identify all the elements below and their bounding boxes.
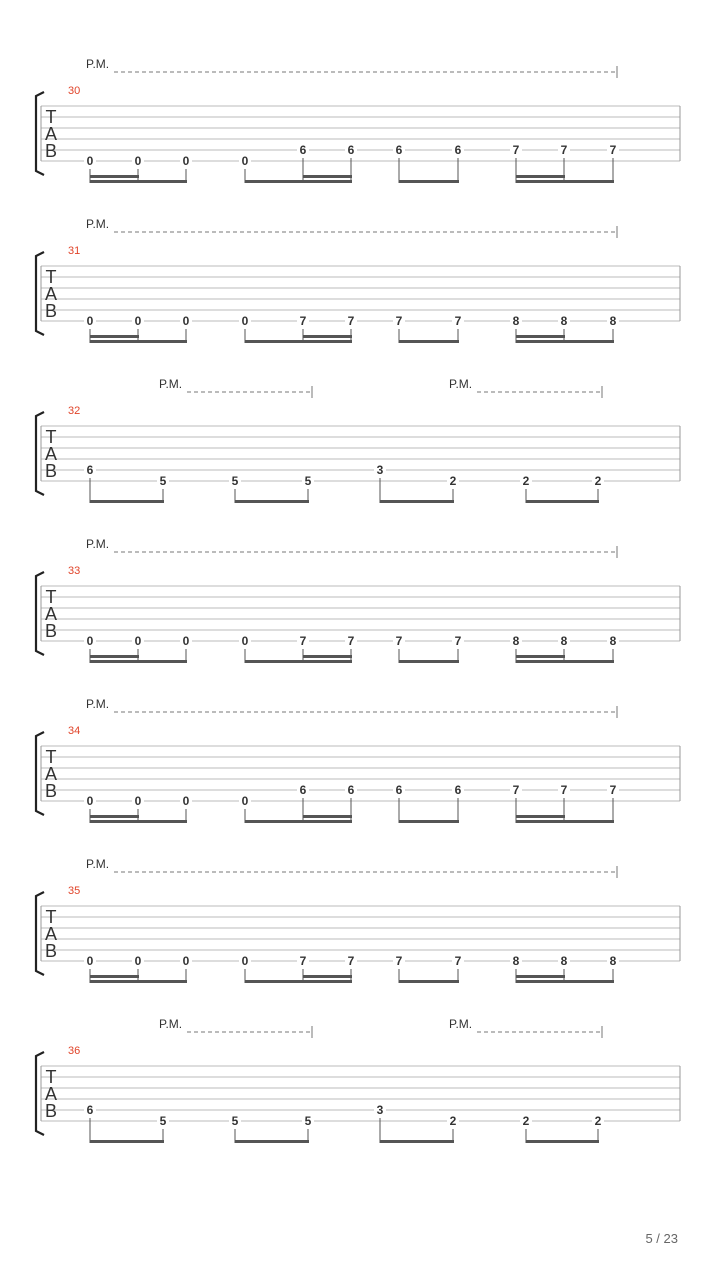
fret-number: 6 xyxy=(86,1103,94,1117)
measure-number: 35 xyxy=(68,885,81,897)
fret-number: 6 xyxy=(395,783,403,797)
fret-number: 7 xyxy=(299,314,307,328)
beam-secondary xyxy=(90,815,139,818)
system-bracket xyxy=(36,252,44,335)
fret-number: 5 xyxy=(159,1114,167,1128)
beam-primary xyxy=(526,1140,599,1143)
tab-system-35 xyxy=(36,857,680,983)
beam-primary xyxy=(90,1140,164,1143)
fret-number: 5 xyxy=(159,474,167,488)
system-bracket xyxy=(36,92,44,175)
fret-number: 5 xyxy=(231,474,239,488)
fret-number: 7 xyxy=(512,783,520,797)
tab-clef-letter: T xyxy=(45,747,57,767)
palm-mute-label: P.M. xyxy=(159,377,183,391)
measure-number: 31 xyxy=(68,245,81,257)
fret-number: 2 xyxy=(594,1114,602,1128)
beam-secondary xyxy=(303,815,352,818)
palm-mute-label: P.M. xyxy=(86,537,110,551)
beam-secondary xyxy=(303,975,352,978)
beam-secondary xyxy=(516,335,565,338)
fret-number: 8 xyxy=(512,634,520,648)
fret-number: 0 xyxy=(182,154,190,168)
beam-primary xyxy=(399,340,459,343)
beam-primary xyxy=(235,1140,309,1143)
palm-mute-label: P.M. xyxy=(86,857,110,871)
fret-number: 8 xyxy=(560,954,568,968)
fret-number: 0 xyxy=(86,314,94,328)
fret-number: 3 xyxy=(376,1103,384,1117)
palm-mute-label: P.M. xyxy=(86,57,110,71)
palm-mute-label: P.M. xyxy=(159,1017,183,1031)
fret-number: 7 xyxy=(512,143,520,157)
beam-primary xyxy=(245,980,352,983)
fret-number: 6 xyxy=(347,783,355,797)
system-bracket xyxy=(36,892,44,975)
fret-number: 3 xyxy=(376,463,384,477)
fret-number: 7 xyxy=(395,954,403,968)
fret-number: 8 xyxy=(609,314,617,328)
palm-mute xyxy=(86,697,617,718)
fret-number: 0 xyxy=(182,794,190,808)
fret-number: 8 xyxy=(512,314,520,328)
tab-clef-letter: T xyxy=(45,1067,57,1087)
palm-mute xyxy=(86,57,617,78)
beam-primary xyxy=(380,500,454,503)
tab-clef-letter: A xyxy=(44,444,58,464)
tab-system-34 xyxy=(36,697,680,823)
palm-mute-label: P.M. xyxy=(449,1017,473,1031)
tab-clef-letter: B xyxy=(44,1101,58,1121)
fret-number: 0 xyxy=(241,634,249,648)
tab-clef-letter: B xyxy=(44,461,58,481)
fret-number: 0 xyxy=(182,634,190,648)
fret-number: 0 xyxy=(86,154,94,168)
beam-secondary xyxy=(90,975,139,978)
fret-number: 6 xyxy=(454,783,462,797)
fret-number: 8 xyxy=(609,954,617,968)
tab-clef-letter: A xyxy=(44,924,58,944)
beam-primary xyxy=(399,660,459,663)
fret-number: 8 xyxy=(560,634,568,648)
fret-number: 5 xyxy=(304,474,312,488)
tab-clef-letter: A xyxy=(44,124,58,144)
fret-number: 5 xyxy=(231,1114,239,1128)
tab-clef-letter: B xyxy=(44,781,58,801)
beam-primary xyxy=(516,980,614,983)
tab-clef-letter: B xyxy=(44,621,58,641)
beam-secondary xyxy=(90,335,139,338)
beam-secondary xyxy=(516,175,565,178)
measure-number: 33 xyxy=(68,565,81,577)
fret-number: 7 xyxy=(609,143,617,157)
beam-secondary xyxy=(303,175,352,178)
beam-secondary xyxy=(303,335,352,338)
fret-number: 8 xyxy=(609,634,617,648)
system-bracket xyxy=(36,1052,44,1135)
fret-number: 2 xyxy=(594,474,602,488)
tab-system-33 xyxy=(36,537,680,663)
measure-number: 32 xyxy=(68,405,81,417)
fret-number: 0 xyxy=(134,154,142,168)
beam-primary xyxy=(399,820,459,823)
beam-primary xyxy=(245,340,352,343)
fret-number: 2 xyxy=(449,1114,457,1128)
beam-primary xyxy=(516,660,614,663)
fret-number: 8 xyxy=(560,314,568,328)
fret-number: 0 xyxy=(241,794,249,808)
beam-secondary xyxy=(516,815,565,818)
fret-number: 0 xyxy=(86,634,94,648)
fret-number: 7 xyxy=(609,783,617,797)
fret-number: 5 xyxy=(304,1114,312,1128)
measure-number: 36 xyxy=(68,1045,81,1057)
system-bracket xyxy=(36,572,44,655)
system-bracket xyxy=(36,412,44,495)
beam-primary xyxy=(516,180,614,183)
fret-number: 7 xyxy=(560,143,568,157)
fret-number: 8 xyxy=(512,954,520,968)
beam-secondary xyxy=(90,655,139,658)
fret-number: 7 xyxy=(299,634,307,648)
fret-number: 0 xyxy=(182,314,190,328)
fret-number: 0 xyxy=(241,314,249,328)
fret-number: 7 xyxy=(395,314,403,328)
tab-clef-letter: T xyxy=(45,107,57,127)
fret-number: 2 xyxy=(522,474,530,488)
beam-primary xyxy=(90,180,187,183)
fret-number: 0 xyxy=(134,634,142,648)
tab-clef-letter: T xyxy=(45,907,57,927)
beam-primary xyxy=(245,820,352,823)
fret-number: 6 xyxy=(454,143,462,157)
tab-system-30 xyxy=(36,57,680,183)
fret-number: 2 xyxy=(449,474,457,488)
fret-number: 6 xyxy=(395,143,403,157)
beam-primary xyxy=(526,500,599,503)
tab-clef-letter: B xyxy=(44,301,58,321)
fret-number: 6 xyxy=(299,143,307,157)
palm-mute xyxy=(86,217,617,238)
tab-clef-letter: T xyxy=(45,427,57,447)
beam-primary xyxy=(516,820,614,823)
fret-number: 7 xyxy=(395,634,403,648)
fret-number: 0 xyxy=(241,154,249,168)
palm-mute-label: P.M. xyxy=(449,377,473,391)
tab-clef-letter: T xyxy=(45,267,57,287)
beam-primary xyxy=(245,180,352,183)
fret-number: 7 xyxy=(299,954,307,968)
measure-number: 30 xyxy=(68,85,81,97)
beam-primary xyxy=(399,980,459,983)
tab-system-31 xyxy=(36,217,680,343)
beam-secondary xyxy=(303,655,352,658)
fret-number: 7 xyxy=(454,634,462,648)
beam-primary xyxy=(516,340,614,343)
beam-primary xyxy=(90,500,164,503)
tab-clef-letter: A xyxy=(44,604,58,624)
fret-number: 2 xyxy=(522,1114,530,1128)
fret-number: 0 xyxy=(86,954,94,968)
page-number: 5 / 23 xyxy=(645,1231,678,1246)
fret-number: 7 xyxy=(347,314,355,328)
tab-clef-letter: A xyxy=(44,284,58,304)
system-bracket xyxy=(36,732,44,815)
fret-number: 6 xyxy=(347,143,355,157)
palm-mute xyxy=(449,377,602,398)
fret-number: 7 xyxy=(347,954,355,968)
tab-clef-letter: B xyxy=(44,141,58,161)
fret-number: 6 xyxy=(86,463,94,477)
fret-number: 7 xyxy=(454,954,462,968)
tab-clef-letter: A xyxy=(44,764,58,784)
palm-mute xyxy=(86,537,617,558)
fret-number: 7 xyxy=(347,634,355,648)
beam-primary xyxy=(90,980,187,983)
fret-number: 0 xyxy=(86,794,94,808)
palm-mute xyxy=(449,1017,602,1038)
beam-secondary xyxy=(516,975,565,978)
fret-number: 7 xyxy=(560,783,568,797)
tab-system-32 xyxy=(36,377,680,503)
fret-number: 0 xyxy=(182,954,190,968)
fret-number: 0 xyxy=(134,314,142,328)
beam-secondary xyxy=(516,655,565,658)
beam-primary xyxy=(399,180,459,183)
palm-mute xyxy=(86,857,617,878)
beam-primary xyxy=(380,1140,454,1143)
tab-clef-letter: B xyxy=(44,941,58,961)
fret-number: 7 xyxy=(454,314,462,328)
tab-system-36 xyxy=(36,1017,680,1143)
tab-clef-letter: T xyxy=(45,587,57,607)
beam-primary xyxy=(235,500,309,503)
fret-number: 6 xyxy=(299,783,307,797)
beam-primary xyxy=(90,820,187,823)
beam-secondary xyxy=(90,175,139,178)
beam-primary xyxy=(90,340,187,343)
beam-primary xyxy=(245,660,352,663)
fret-number: 0 xyxy=(134,794,142,808)
palm-mute-label: P.M. xyxy=(86,697,110,711)
tab-clef-letter: A xyxy=(44,1084,58,1104)
palm-mute-label: P.M. xyxy=(86,217,110,231)
measure-number: 34 xyxy=(68,725,81,737)
beam-primary xyxy=(90,660,187,663)
palm-mute xyxy=(159,377,312,398)
fret-number: 0 xyxy=(134,954,142,968)
fret-number: 0 xyxy=(241,954,249,968)
palm-mute xyxy=(159,1017,312,1038)
